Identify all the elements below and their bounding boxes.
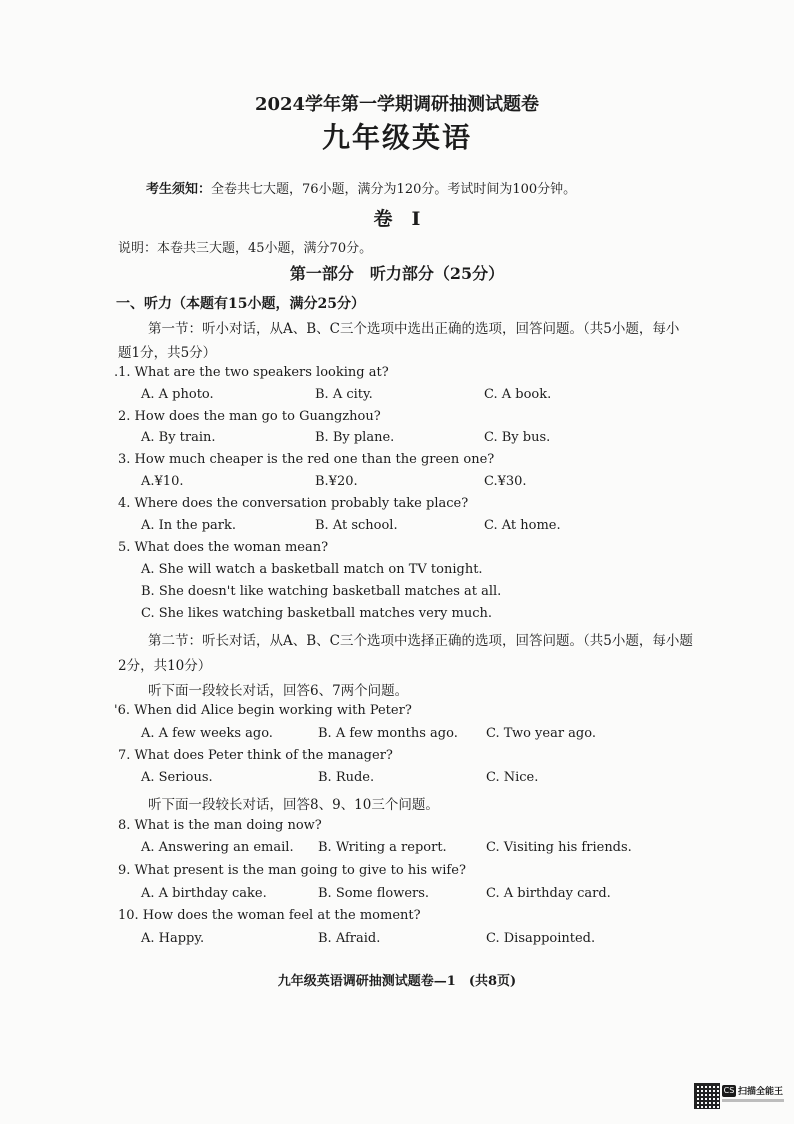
question-10-option-c: C. Disappointed.: [486, 931, 596, 946]
question-3: 3. How much cheaper is the red one than the green one?: [118, 452, 495, 467]
subsection-2-line-2: 2分，共10分）: [118, 658, 212, 674]
question-4: 4. Where does the conversation probably take place?: [118, 496, 469, 511]
question-7-option-b: B. Rude.: [318, 770, 375, 785]
question-8-option-a: A. Answering an email.: [141, 840, 294, 855]
exam-notice: [146, 178, 576, 197]
notice-label: 考生须知：: [146, 182, 212, 197]
subsection-1-line-2: 题1分，共5分）: [118, 345, 217, 361]
question-2-option-b: B. By plane.: [315, 430, 395, 445]
subsection-2-line-1: 第二节：听长对话，从A、B、C三个选项中选择正确的选项，回答问题。（共5小题，每小题: [148, 633, 693, 649]
section-heading: 一、听力（本题有15小题，满分25分）: [116, 296, 365, 312]
qr-code-icon: [694, 1083, 720, 1109]
question-8-option-b: B. Writing a report.: [318, 840, 447, 855]
instruction-q8-q10: 听下面一段较长对话，回答8、9、10三个问题。: [148, 797, 439, 813]
question-9: 9. What present is the man going to give to his wife?: [118, 863, 466, 878]
question-3-option-c: C.¥30.: [484, 474, 527, 489]
notice-text: 全卷共七大题，76小题，满分为120分。考试时间为100分钟。: [211, 182, 577, 197]
question-10-option-b: B. Afraid.: [318, 931, 381, 946]
question-1-option-b: B. A city.: [315, 387, 373, 402]
instruction-q6-q7: 听下面一段较长对话，回答6、7两个问题。: [148, 683, 409, 699]
question-3-option-b: B.¥20.: [315, 474, 358, 489]
scanner-brand-text: 扫描全能王: [738, 1087, 784, 1097]
question-4-option-a: A. In the park.: [141, 518, 237, 533]
question-4-option-b: B. At school.: [315, 518, 398, 533]
question-1-option-a: A. A photo.: [141, 387, 214, 402]
question-1-option-c: C. A book.: [484, 387, 552, 402]
question-4-option-c: C. At home.: [484, 518, 561, 533]
question-3-option-a: A.¥10.: [141, 474, 184, 489]
exam-title: 2024学年第一学期调研抽测试题卷: [254, 94, 540, 115]
question-8: 8. What is the man doing now?: [118, 818, 322, 833]
question-1: .1. What are the two speakers looking at?: [114, 365, 389, 380]
question-5-option-c: C. She likes watching basketball matches very much.: [141, 606, 493, 621]
question-5: 5. What does the woman mean?: [118, 540, 329, 555]
watermark-fine-print: [722, 1099, 784, 1102]
question-7-option-c: C. Nice.: [486, 770, 539, 785]
subsection-1-line-1: 第一节：听小对话，从A、B、C三个选项中选出正确的选项，回答问题。（共5小题，每小: [148, 321, 680, 337]
question-7-option-a: A. Serious.: [141, 770, 213, 785]
question-10: 10. How does the woman feel at the moment?: [118, 908, 421, 923]
question-9-option-b: B. Some flowers.: [318, 886, 430, 901]
question-10-option-a: A. Happy.: [141, 931, 205, 946]
part-heading: 第一部分 听力部分（25分）: [289, 264, 505, 283]
question-6: '6. When did Alice begin working with Peter?: [114, 703, 412, 718]
question-5-option-a: A. She will watch a basketball match on TV tonight.: [141, 562, 483, 577]
question-2-option-c: C. By bus.: [484, 430, 551, 445]
question-9-option-c: C. A birthday card.: [486, 886, 611, 901]
question-7: 7. What does Peter think of the manager?: [118, 748, 393, 763]
scanner-watermark: [694, 1083, 786, 1111]
question-2: 2. How does the man go to Guangzhou?: [118, 409, 381, 424]
question-6-option-c: C. Two year ago.: [486, 726, 596, 741]
question-6-option-b: B. A few months ago.: [318, 726, 458, 741]
exam-subject-title: 九年级英语: [321, 121, 472, 154]
question-8-option-c: C. Visiting his friends.: [486, 840, 632, 855]
page-footer: 九年级英语调研抽测试题卷—1 (共8页): [277, 974, 517, 989]
question-5-option-b: B. She doesn't like watching basketball matches at all.: [141, 584, 502, 599]
volume-heading: 卷 Ⅰ: [373, 208, 421, 230]
question-6-option-a: A. A few weeks ago.: [141, 726, 273, 741]
question-9-option-a: A. A birthday cake.: [141, 886, 267, 901]
question-2-option-a: A. By train.: [141, 430, 216, 445]
camscanner-logo-icon: CS: [723, 1086, 735, 1095]
volume-description: 说明：本卷共三大题，45小题，满分70分。: [118, 241, 373, 256]
